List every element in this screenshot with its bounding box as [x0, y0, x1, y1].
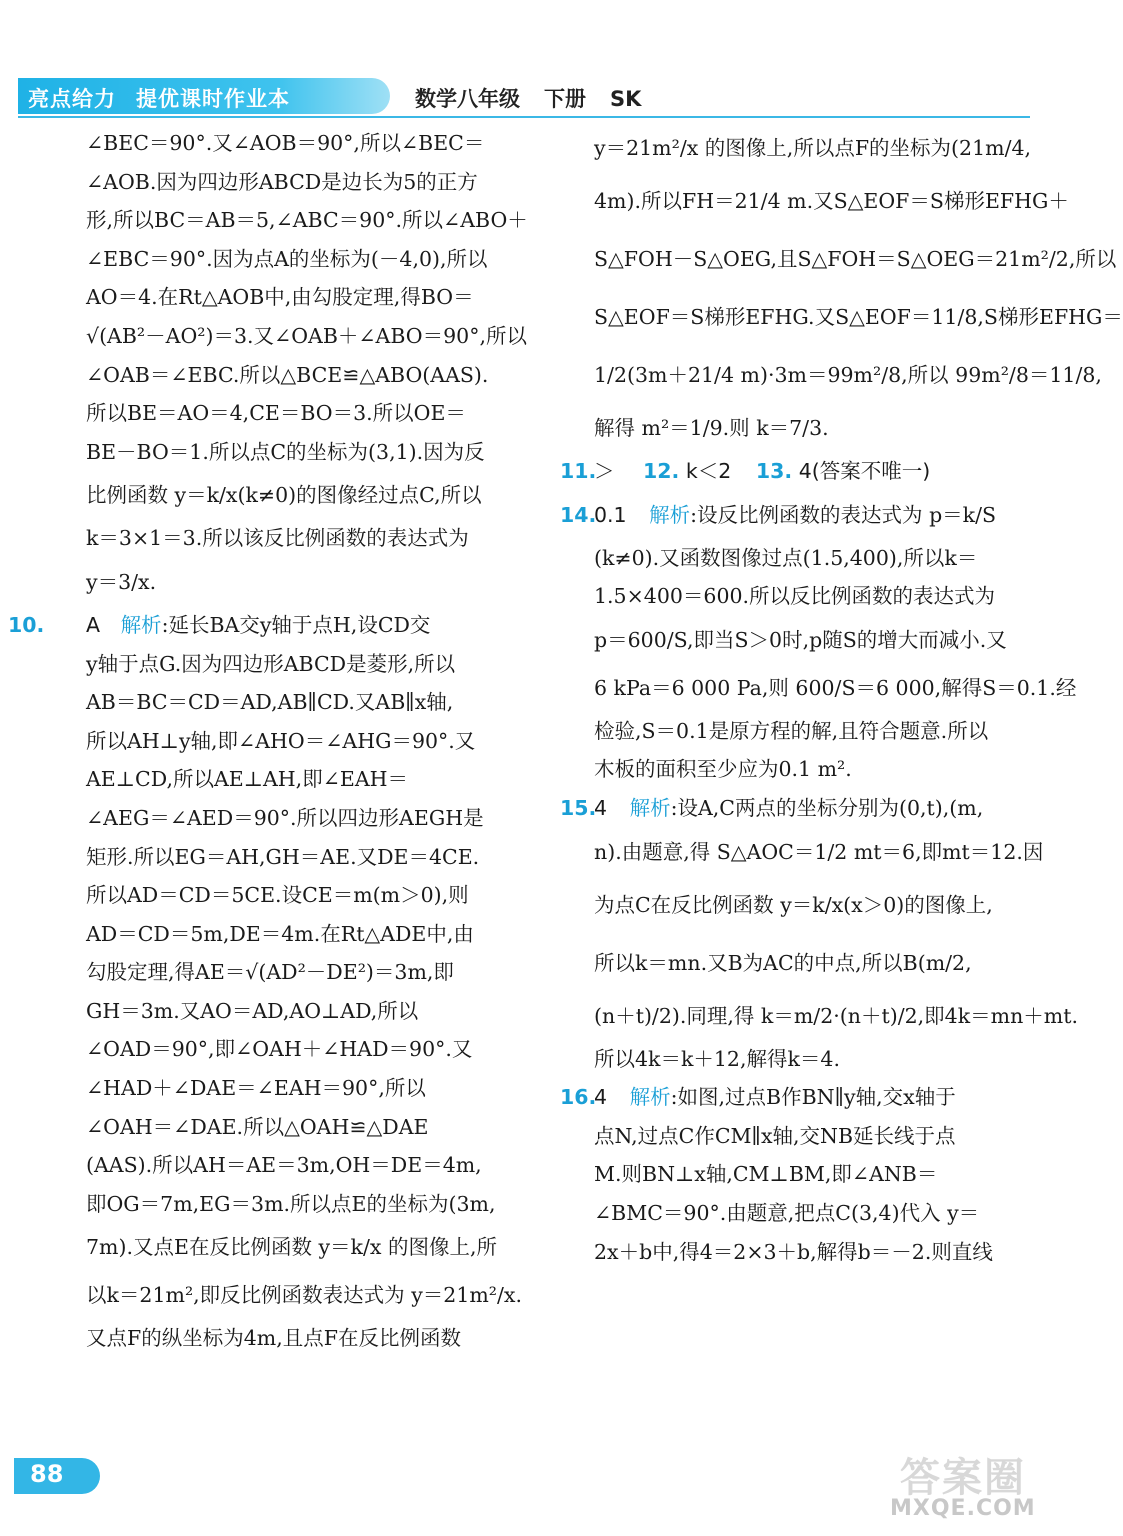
- text-line: S△FOH－S△OEG,且S△FOH＝S△OEG＝21m²/2,所以: [594, 247, 1117, 271]
- header-subject: [415, 83, 665, 113]
- text-line: ∠BEC＝90°.又∠AOB＝90°,所以∠BEC＝: [86, 131, 485, 155]
- text-line: ∠AEG＝∠AED＝90°.所以四边形AEGH是: [86, 805, 484, 830]
- text-line: ∠HAD＋∠DAE＝∠EAH＝90°,所以: [86, 1076, 426, 1101]
- text-line: S△EOF＝S梯形EFHG.又S△EOF＝11/8,S梯形EFHG＝: [594, 305, 1123, 329]
- text-line: AD＝CD＝5m,DE＝4m.在Rt△ADE中,由: [86, 921, 474, 946]
- q11-number: 11.: [560, 459, 597, 483]
- text-line: 6 kPa＝6 000 Pa,则 600/S＝6 000,解得S＝0.1.经: [594, 675, 1077, 700]
- text-line: 点N,过点C作CM∥x轴,交NB延长线于点: [594, 1123, 956, 1148]
- text-line: 所以AD＝CD＝5CE.设CE＝m(m＞0),则: [86, 883, 469, 908]
- subject-volume: 下册: [544, 87, 586, 111]
- q13-answer: 4(答案不唯一): [798, 459, 931, 483]
- text-line: (k≠0).又函数图像过点(1.5,400),所以k＝: [594, 545, 978, 570]
- q14-analysis-label: 解析: [649, 502, 691, 527]
- watermark-logo: 答案圈: [900, 1455, 1026, 1501]
- book-name: 提优课时作业本: [136, 87, 290, 111]
- text-line: 勾股定理,得AE＝√(AD²－DE²)＝3m,即: [86, 960, 454, 985]
- right-column: [560, 124, 1123, 1271]
- q10-analysis-label: 解析: [120, 612, 162, 637]
- text-line: 又点F的纵坐标为4m,且点F在反比例函数: [86, 1326, 461, 1351]
- q14-number: 14.: [560, 502, 597, 527]
- text-line: :设A,C两点的坐标分别为(0,t),(m,: [670, 795, 984, 820]
- text-line: :设反比例函数的表达式为 p＝k/S: [690, 502, 997, 527]
- text-line: GH＝3m.又AO＝AD,AO⊥AD,所以: [86, 998, 419, 1023]
- text-line: 7m).又点E在反比例函数 y＝k/x 的图像上,所: [86, 1235, 497, 1260]
- q15-number: 15.: [560, 795, 597, 820]
- text-line: y＝21m²/x 的图像上,所以点F的坐标为(21m/4,: [594, 136, 1032, 160]
- text-line: BE－BO＝1.所以点C的坐标为(3,1).因为反: [86, 439, 485, 464]
- subject-grade: 数学八年级: [415, 87, 520, 111]
- q10-first-line: [8, 606, 518, 645]
- header-rule: [18, 116, 1030, 118]
- q10-number: 10.: [8, 612, 45, 637]
- q16-number: 16.: [560, 1085, 597, 1110]
- q12-answer: k＜2: [685, 459, 732, 483]
- q14-first-line: [560, 491, 1020, 539]
- subject-edition: SK: [610, 87, 642, 111]
- q15-analysis-label: 解析: [629, 795, 671, 820]
- watermark-text: MXQE.COM: [890, 1496, 1036, 1521]
- q13-number: 13.: [755, 459, 793, 483]
- text-line: 1/2(3m＋21/4 m)·3m＝99m²/8,所以 99m²/8＝11/8,: [594, 363, 1102, 387]
- text-line: M.则BN⊥x轴,CM⊥BM,即∠ANB＝: [594, 1162, 938, 1187]
- q11-answer: ＞: [594, 459, 615, 483]
- q15-first-line: [560, 789, 1020, 828]
- q12-number: 12.: [643, 459, 680, 483]
- text-line: 所以AH⊥y轴,即∠AHO＝∠AHG＝90°.又: [86, 728, 476, 753]
- text-line: 所以4k＝k＋12,解得k＝4.: [594, 1046, 840, 1071]
- text-line: 4m).所以FH＝21/4 m.又S△EOF＝S梯形EFHG＋: [594, 189, 1069, 213]
- text-line: n).由题意,得 S△AOC＝1/2 mt＝6,即mt＝12.因: [594, 839, 1044, 864]
- text-line: 形,所以BC＝AB＝5,∠ABC＝90°.所以∠ABO＋: [86, 208, 528, 233]
- q15-answer: 4: [594, 795, 608, 820]
- text-line: 以k＝21m²,即反比例函数表达式为 y＝21m²/x.: [86, 1283, 523, 1308]
- text-line: AB＝BC＝CD＝AD,AB∥CD.又AB∥x轴,: [86, 690, 454, 715]
- q14-answer: 0.1: [594, 502, 627, 527]
- text-line: 解得 m²＝1/9.则 k＝7/3.: [594, 416, 829, 440]
- text-line: AO＝4.在Rt△AOB中,由勾股定理,得BO＝: [86, 285, 474, 310]
- text-line: 2x＋b中,得4＝2×3＋b,解得b＝－2.则直线: [594, 1239, 993, 1264]
- text-line: 矩形.所以EG＝AH,GH＝AE.又DE＝4CE.: [86, 844, 480, 869]
- text-line: 比例函数 y＝k/x(k≠0)的图像经过点C,所以: [86, 483, 482, 508]
- text-line: ∠OAH＝∠DAE.所以△OAH≌△DAE: [86, 1114, 429, 1139]
- text-line: 所以BE＝AO＝4,CE＝BO＝3.所以OE＝: [86, 401, 466, 426]
- page-header: [0, 0, 1050, 120]
- q10-answer: A: [86, 612, 101, 637]
- q11-13-line: [560, 452, 1020, 491]
- text-line: AE⊥CD,所以AE⊥AH,即∠EAH＝: [86, 767, 409, 792]
- q16-first-line: [560, 1078, 1020, 1117]
- q16-analysis-label: 解析: [629, 1085, 671, 1110]
- text-line: 即OG＝7m,EG＝3m.所以点E的坐标为(3m,: [86, 1191, 496, 1216]
- text-line: ∠BMC＝90°.由题意,把点C(3,4)代入 y＝: [594, 1200, 980, 1225]
- text-line: (AAS).所以AH＝AE＝3m,OH＝DE＝4m,: [86, 1153, 482, 1178]
- header-brand: [28, 83, 310, 113]
- text-line: p＝600/S,即当S＞0时,p随S的增大而减小.又: [594, 627, 1007, 652]
- text-line: √(AB²－AO²)＝3.又∠OAB＋∠ABO＝90°,所以: [86, 323, 527, 348]
- text-line: 1.5×400＝600.所以反比例函数的表达式为: [594, 584, 996, 609]
- left-column: [8, 124, 528, 1358]
- text-line: 所以k＝mn.又B为AC的中点,所以B(m/2,: [594, 950, 972, 975]
- q16-answer: 4: [594, 1085, 608, 1110]
- text-line: ∠OAD＝90°,即∠OAH＋∠HAD＝90°.又: [86, 1037, 473, 1062]
- text-line: (n＋t)/2).同理,得 k＝m/2·(n＋t)/2,即4k＝mn＋mt.: [594, 1003, 1078, 1028]
- text-line: ∠AOB.因为四边形ABCD是边长为5的正方: [86, 169, 478, 194]
- text-line: y＝3/x.: [86, 569, 157, 594]
- text-line: ∠EBC＝90°.因为点A的坐标为(－4,0),所以: [86, 246, 488, 271]
- text-line: y轴于点G.因为四边形ABCD是菱形,所以: [86, 651, 456, 676]
- text-line: k＝3×1＝3.所以该反比例函数的表达式为: [86, 526, 469, 551]
- text-line: 检验,S＝0.1是原方程的解,且符合题意.所以: [594, 718, 989, 743]
- text-line: ∠OAB＝∠EBC.所以△BCE≌△ABO(AAS).: [86, 362, 489, 387]
- text-line: 木板的面积至少应为0.1 m².: [594, 757, 852, 782]
- page-number: 88: [30, 1460, 64, 1488]
- text-line: :延长BA交y轴于点H,设CD交: [161, 612, 431, 637]
- brand-name: 亮点给力: [28, 87, 116, 111]
- text-line: 为点C在反比例函数 y＝k/x(x＞0)的图像上,: [594, 892, 993, 917]
- text-line: :如图,过点B作BN∥y轴,交x轴于: [670, 1085, 956, 1110]
